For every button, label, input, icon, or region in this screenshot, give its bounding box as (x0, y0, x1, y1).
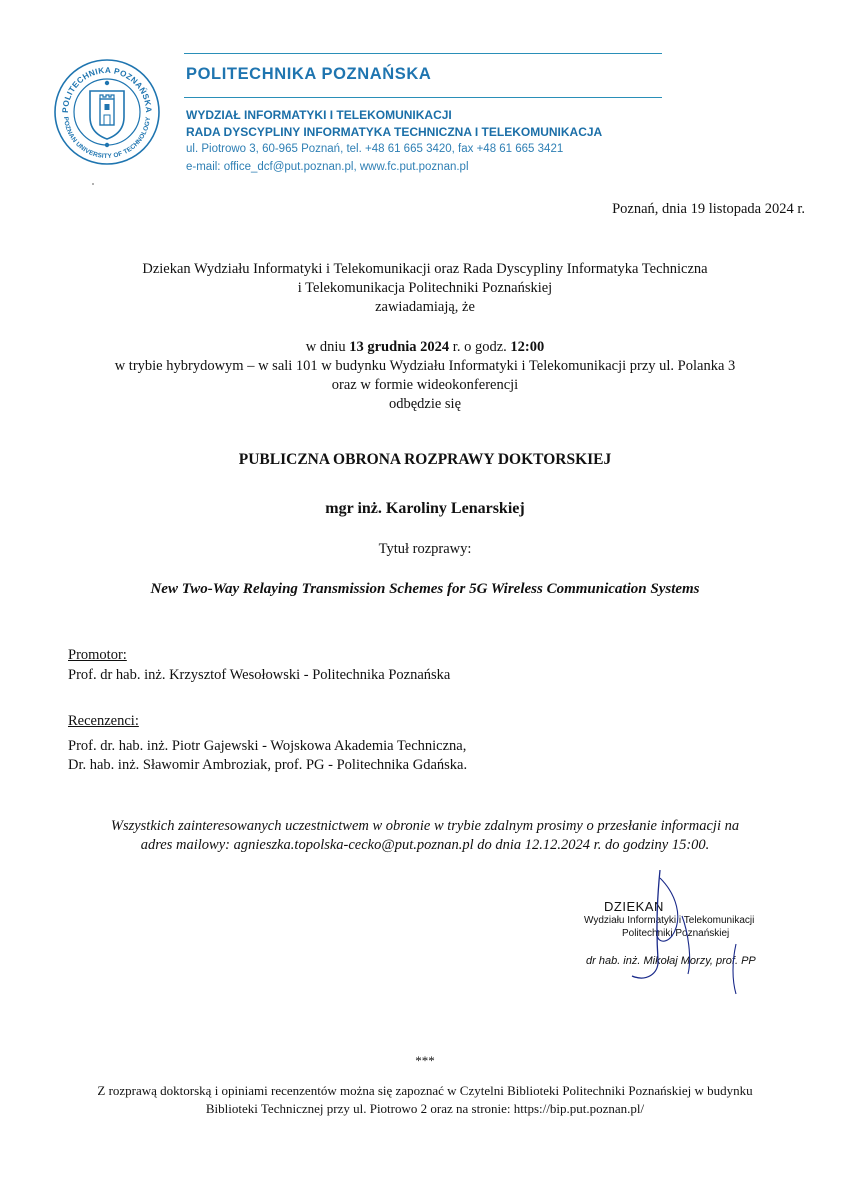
format-line: oraz w formie wideokonferencji (331, 377, 519, 393)
defense-date-line (0, 338, 850, 356)
footer-line-1: Z rozprawą doktorską i opiniami recenzentów można się zapoznać w Czytelni Biblioteki Politechniki Poznańskiej w budynku (97, 1083, 753, 1098)
university-name: POLITECHNIKA POZNAŃSKA (186, 65, 432, 83)
contact-line: e-mail: office_dcf@put.poznan.pl, www.fc.put.poznan.pl (186, 161, 469, 173)
intro-line-3: zawiadamiają, że (375, 299, 475, 315)
thesis-label: Tytuł rozprawy: (378, 541, 472, 557)
speck-mark (92, 183, 94, 185)
takes-place-line: odbędzie się (388, 396, 462, 412)
date-line: Poznań, dnia 19 listopada 2024 r. (612, 201, 805, 217)
stamp-signatory: dr hab. inż. Mikołaj Morzy, prof. PP (586, 955, 756, 967)
date-prefix: w dniu (305, 339, 350, 355)
header-rule-top (184, 53, 662, 54)
intro-line-2: i Telekomunikacja Politechniki Poznańskiej (297, 280, 553, 296)
stamp-line-1: Wydziału Informatyki i Telekomunikacji (584, 915, 755, 926)
promoter-label: Promotor: (68, 647, 127, 663)
reviewers-label: Recenzenci: (68, 713, 139, 729)
council-name: RADA DYSCYPLINY INFORMATYKA TECHNICZNA I TELEKOMUNIKACJA (186, 125, 603, 139)
thesis-title: New Two-Way Relaying Transmission Schemes for 5G Wireless Communication Systems (150, 581, 700, 597)
reviewer-item: Dr. hab. inż. Sławomir Ambroziak, prof. PG - Politechnika Gdańska. (68, 757, 468, 773)
svg-text:POZNAN UNIVERSITY OF TECHNOLOG: POZNAN UNIVERSITY OF TECHNOLOGY (61, 116, 153, 161)
candidate-name: mgr inż. Karoliny Lenarskiej (325, 500, 525, 517)
time-prefix: r. o godz. (449, 339, 511, 355)
intro-line-1: Dziekan Wydziału Informatyki i Telekomunikacji oraz Rada Dyscypliny Informatyka Techniczna (142, 261, 708, 277)
dean-stamp (560, 870, 800, 1000)
reviewer-item: Prof. dr. hab. inż. Piotr Gajewski - Wojskowa Akademia Techniczna, (68, 738, 467, 754)
defense-date: 13 grudnia 2024 (349, 339, 450, 355)
promoter-name: Prof. dr hab. inż. Krzysztof Wesołowski - Politechnika Poznańska (68, 667, 451, 683)
address-line: ul. Piotrowo 3, 60-965 Poznań, tel. +48 61 665 3420, fax +48 61 665 3421 (186, 143, 564, 155)
svg-text:POLITECHNIKA POZNAŃSKA: POLITECHNIKA POZNAŃSKA (60, 65, 154, 114)
separator-stars: *** (415, 1053, 435, 1068)
venue-line: w trybie hybrydowym – w sali 101 w budynku Wydziału Informatyki i Telekomunikacji przy ul. Polanka 3 (114, 358, 736, 374)
footer-line-2: Biblioteki Technicznej przy ul. Piotrowo 2 oraz na stronie: https://bip.put.poznan.pl/ (205, 1101, 645, 1116)
notice-line-2: adres mailowy: agnieszka.topolska-cecko@put.poznan.pl do dnia 12.12.2024 r. do godziny 15:00. (140, 837, 710, 853)
notice-line-1: Wszystkich zainteresowanych uczestnictwem w obronie w trybie zdalnym prosimy o przesłanie informacji na (110, 818, 740, 834)
handwritten-signature (560, 870, 800, 1000)
event-title: PUBLICZNA OBRONA ROZPRAWY DOKTORSKIEJ (238, 451, 612, 468)
faculty-name: WYDZIAŁ INFORMATYKI I TELEKOMUNIKACJI (186, 108, 452, 122)
stamp-title: DZIEKAN (604, 899, 664, 914)
header-rule-bottom (184, 97, 662, 98)
stamp-line-2: Politechniki Poznańskiej (622, 928, 730, 939)
university-seal-logo (52, 57, 162, 167)
defense-time: 12:00 (510, 339, 545, 355)
